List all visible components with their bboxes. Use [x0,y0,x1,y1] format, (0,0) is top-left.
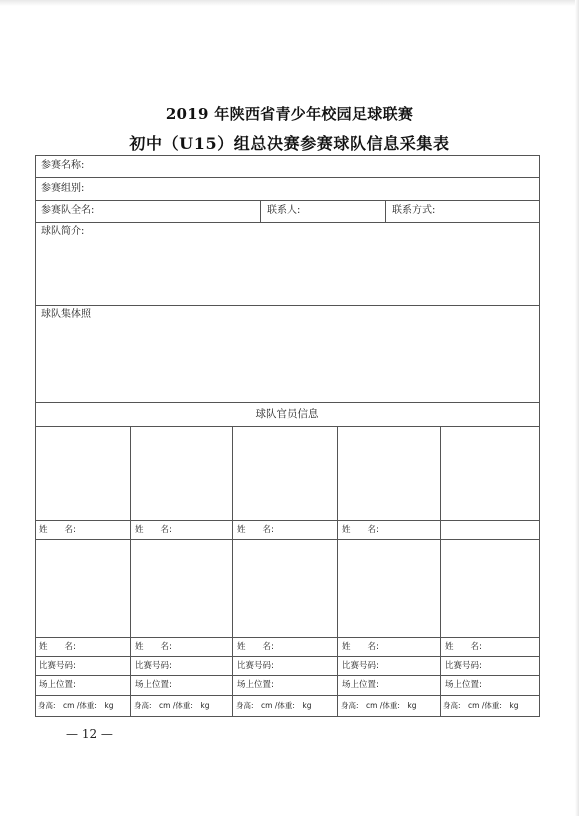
row-divider [35,426,540,427]
player-body-label: 身高: cm /体重: kg [236,701,312,710]
player-name-label: 姓 名: [39,642,76,652]
document-title-line1: 2019 年陕西省青少年校园足球联赛 [165,105,414,123]
player-number-label: 比赛号码: [445,661,482,671]
row-divider [35,177,540,178]
player-number-label: 比赛号码: [342,661,379,671]
row-divider [35,200,540,201]
player-name-label: 姓 名: [237,642,274,652]
col-divider [385,200,386,222]
row-divider [35,222,540,223]
official-name-label: 姓 名: [39,525,76,535]
player-number-label: 比赛号码: [39,661,76,671]
team-info-form [35,155,539,717]
event-name-label: 参赛名称: [41,160,85,171]
contact-person-label: 联系人: [267,205,301,216]
form-border-right [539,155,540,717]
player-number-label: 比赛号码: [237,661,274,671]
player-position-label: 场上位置: [39,680,76,690]
player-body-label: 身高: cm /体重: kg [38,701,114,710]
col-divider [260,200,261,222]
player-body-label: 身高: cm /体重: kg [134,701,210,710]
page-edge-top [0,0,579,6]
form-border-left [35,155,36,717]
row-divider [35,656,540,657]
row-divider [35,402,540,403]
row-divider [35,695,540,696]
player-body-label: 身高: cm /体重: kg [341,701,417,710]
player-name-label: 姓 名: [445,642,482,652]
row-divider [35,637,540,638]
col-divider [232,426,233,717]
form-border-bottom [35,716,540,717]
player-body-label: 身高: cm /体重: kg [443,701,519,710]
col-divider [440,426,441,717]
player-position-label: 场上位置: [445,680,482,690]
official-name-label: 姓 名: [237,525,274,535]
team-photo-label: 球队集体照 [41,309,91,320]
player-position-label: 场上位置: [342,680,379,690]
page-number: — 12 — [66,727,113,741]
col-divider [337,426,338,717]
event-group-label: 参赛组别: [41,183,85,194]
official-name-label: 姓 名: [135,525,172,535]
player-name-label: 姓 名: [135,642,172,652]
contact-method-label: 联系方式: [392,205,436,216]
col-divider [130,426,131,717]
document-title-line2: 初中（U15）组总决赛参赛球队信息采集表 [129,134,450,153]
row-divider [35,520,540,521]
player-position-label: 场上位置: [237,680,274,690]
row-divider [35,675,540,676]
player-name-label: 姓 名: [342,642,379,652]
official-name-label: 姓 名: [342,525,379,535]
row-divider [35,539,540,540]
team-intro-label: 球队简介: [41,226,85,237]
form-border-top [35,155,540,156]
officials-section-title: 球队官员信息 [255,408,319,420]
row-divider [35,305,540,306]
player-number-label: 比赛号码: [135,661,172,671]
team-full-name-label: 参赛队全名: [41,205,95,216]
player-position-label: 场上位置: [135,680,172,690]
